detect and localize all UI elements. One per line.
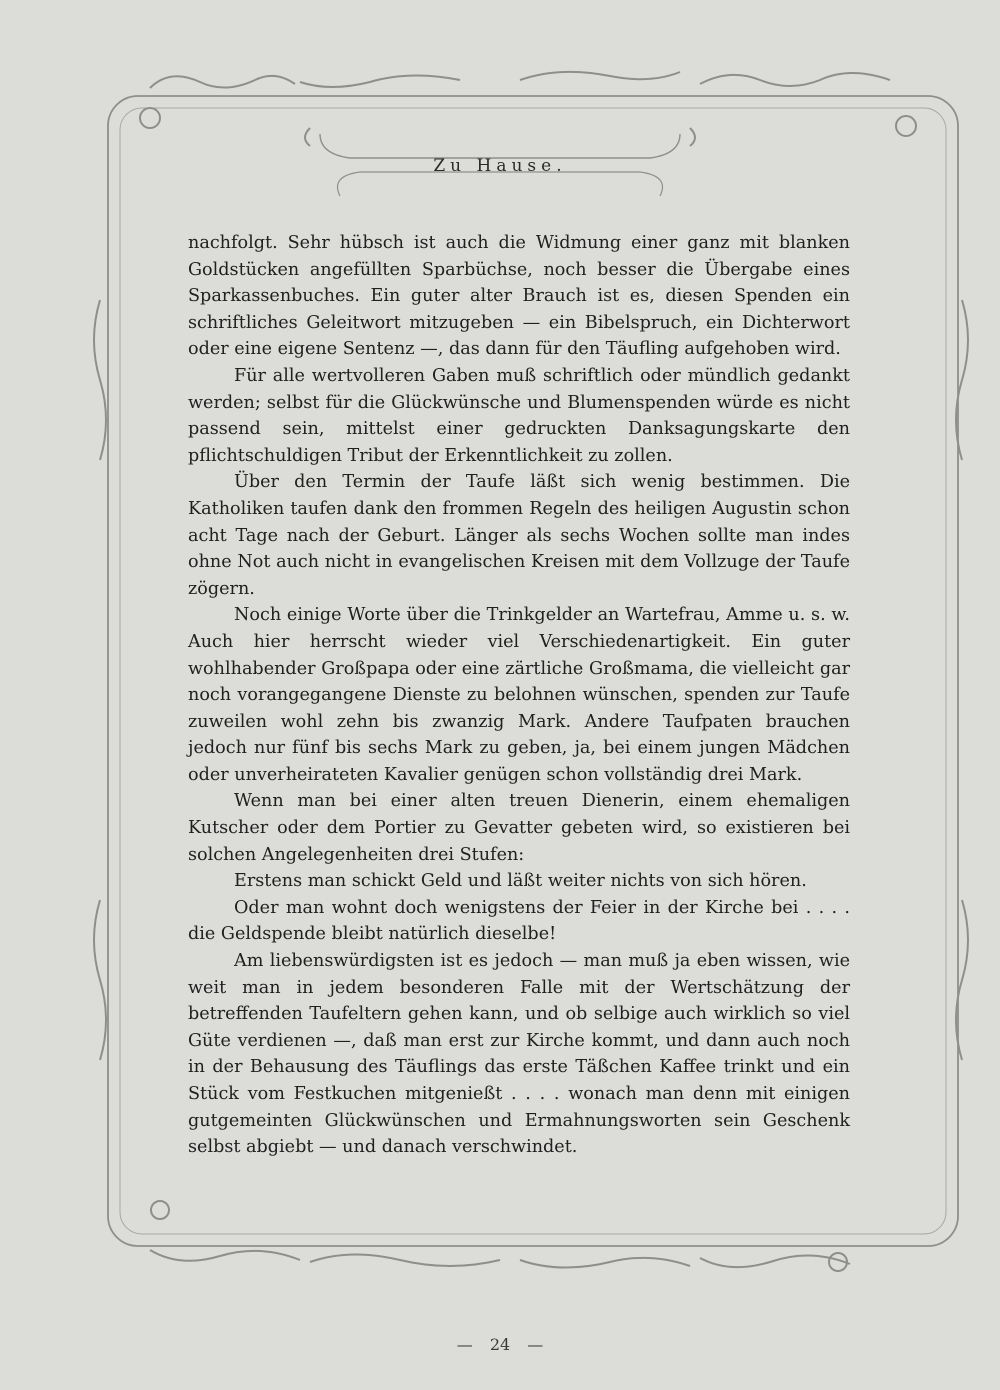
paragraph: Wenn man bei einer alten treuen Dienerin, einem ehemaligen Kutscher oder dem Portier zu Gevatter gebeten wird, so existieren bei solchen Angelegenheiten drei Stufen: xyxy=(188,791,850,865)
running-head: Zu Hause. xyxy=(433,156,567,176)
page-number: 24 xyxy=(489,1335,511,1354)
paragraph: Am liebenswürdigsten ist es jedoch — man muß ja eben wissen, wie weit man in jedem besonderen Falle mit der Wertschätzung der betreffenden Taufeltern gehen kann, und ob selbige auch wirklich so viel Güte verdienen —, daß man erst zur Kirche kommt, und dann auch noch in der Behausung des Täuflings das erste Täßchen Kaffee trinkt und ein Stück vom Festkuchen mitgenießt . . . . wonach man denn mit einigen gutgemeinten Glückwünschen und Ermahnungsworten sein Geschenk selbst abgiebt — und danach verschwindet. xyxy=(188,951,850,1158)
body-text xyxy=(188,230,850,1161)
page-number-footer xyxy=(0,1335,1000,1354)
paragraph: Oder man wohnt doch wenigstens der Feier in der Kirche bei . . . . die Geldspende bleibt natürlich dieselbe! xyxy=(188,897,850,945)
dash-left: — xyxy=(456,1335,473,1354)
dash-right: — xyxy=(527,1335,544,1354)
paragraph: Noch einige Worte über die Trinkgelder an Wartefrau, Amme u. s. w. Auch hier herrscht wieder viel Verschiedenartigkeit. Ein guter wohlhabender Großpapa oder eine zärtliche Großmama, die vielleicht gar noch vorangegangene Dienste zu belohnen wünschen, spenden zur Taufe zuweilen wohl zehn bis zwanzig Mark. Andere Taufpaten brauchen jedoch nur fünf bis sechs Mark zu geben, ja, bei einem jungen Mädchen oder unverheirateten Kavalier genügen schon vollständig drei Mark. xyxy=(188,605,850,785)
paragraph: Über den Termin der Taufe läßt sich wenig bestimmen. Die Katholiken taufen dank den frommen Regeln des heiligen Augustin schon acht Tage nach der Geburt. Länger als sechs Wochen sollte man indes ohne Not auch nicht in evangelischen Kreisen mit dem Vollzuge der Taufe zögern. xyxy=(188,472,850,599)
paragraph: nachfolgt. Sehr hübsch ist auch die Widmung einer ganz mit blanken Goldstücken angefüllten Sparbüchse, noch besser die Übergabe eines Sparkassenbuches. Ein guter alter Brauch ist es, diesen Spenden ein schriftliches Geleitwort mitzugeben — ein Bibelspruch, ein Dichterwort oder eine eigene Sentenz —, das dann für den Täufling aufgehoben wird. xyxy=(188,233,850,360)
paragraph: Erstens man schickt Geld und läßt weiter nichts von sich hören. xyxy=(234,871,807,892)
paragraph: Für alle wertvolleren Gaben muß schriftlich oder mündlich gedankt werden; selbst für die Glückwünsche und Blumenspenden würde es nicht passend sein, mittelst einer gedruckten Danksagungskarte den pflichtschuldigen Tribut der Erkenntlichkeit zu zollen. xyxy=(188,365,850,466)
